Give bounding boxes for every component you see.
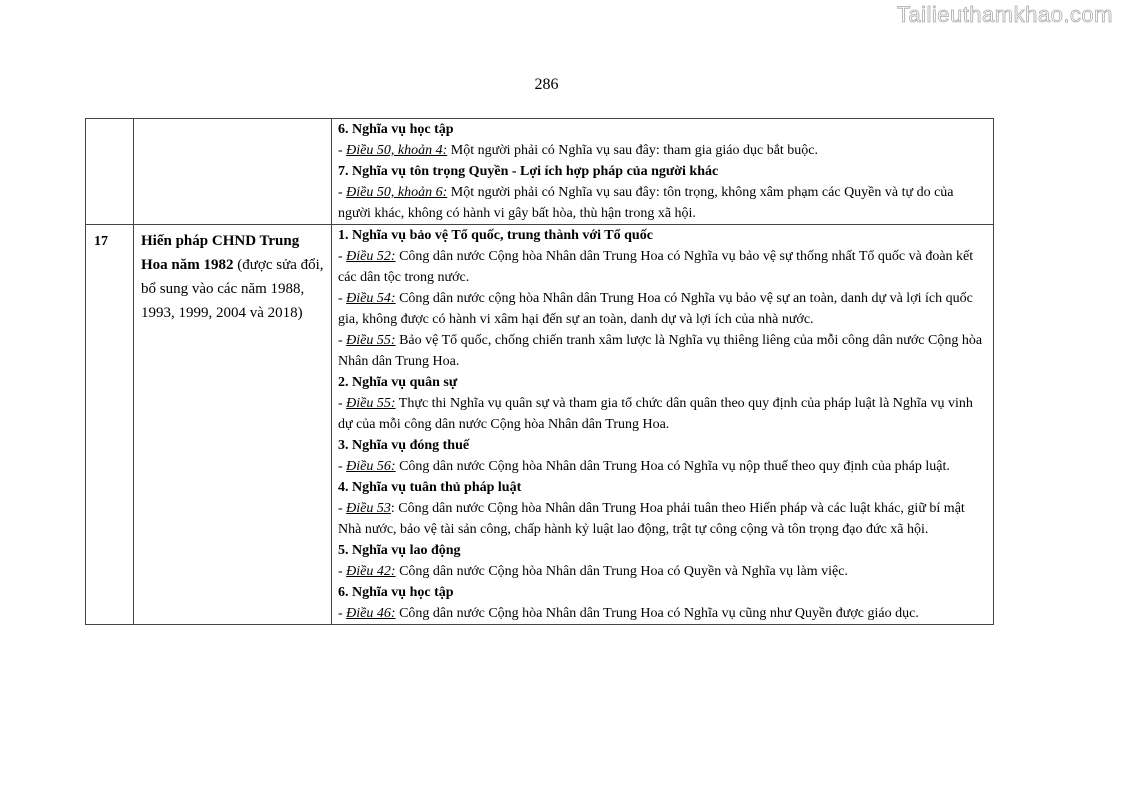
article-reference: Điều 52: <box>346 249 396 264</box>
article-entry: - Điều 55: Thực thi Nghĩa vụ quân sự và tham gia tổ chức dân quân theo quy định của pháp luật là Nghĩa vụ vinh dự của mỗi công dân nước Cộng hòa Nhân dân Trung Hoa. <box>338 396 973 432</box>
obligation-heading: 6. Nghĩa vụ học tập <box>338 122 454 137</box>
article-entry: - Điều 52: Công dân nước Cộng hòa Nhân dân Trung Hoa có Nghĩa vụ bảo vệ sự thống nhất Tổ quốc và đoàn kết các dân tộc trong nước. <box>338 249 974 285</box>
table-row <box>86 225 994 625</box>
article-text: Một người phải có Nghĩa vụ sau đây: tôn trọng, không xâm phạm các Quyền và tự do của người khác, không có hành vi gây bất hòa, thù hận trong xã hội. <box>338 185 954 221</box>
constitution-title: Hiến pháp CHND Trung Hoa năm 1982 <box>141 233 300 273</box>
table-row <box>86 119 994 225</box>
amendment-note: (được sửa đổi, bổ sung vào các năm 1988, 1993, 1999, 2004 và 2018) <box>141 257 324 321</box>
article-text: Công dân nước Cộng hòa Nhân dân Trung Hoa có Quyền và Nghĩa vụ làm việc. <box>395 564 848 579</box>
obligations-cell <box>332 225 994 625</box>
article-entry: - Điều 54: Công dân nước cộng hòa Nhân dân Trung Hoa có Nghĩa vụ bảo vệ sự an toàn, danh dự và lợi ích quốc gia, không được có hành vi xâm hại đến sự an toàn, danh dự và lợi ích của nhà nước. <box>338 291 973 327</box>
article-reference: Điều 56: <box>346 459 396 474</box>
article-reference: Điều 50, khoản 6: <box>346 185 448 200</box>
article-reference: Điều 46: <box>346 606 396 621</box>
obligation-heading: 1. Nghĩa vụ bảo vệ Tổ quốc, trung thành với Tổ quốc <box>338 228 653 243</box>
article-entry: - Điều 50, khoản 6: Một người phải có Nghĩa vụ sau đây: tôn trọng, không xâm phạm các Quyền và tự do của người khác, không có hành vi gây bất hòa, thù hận trong xã hội. <box>338 185 954 221</box>
page-number: 286 <box>534 76 559 93</box>
watermark: Tailieuthamkhao.com <box>896 2 1113 27</box>
constitution-name <box>134 119 332 225</box>
article-reference: Điều 55: <box>346 396 396 411</box>
article-entry: - Điều 46: Công dân nước Cộng hòa Nhân dân Trung Hoa có Nghĩa vụ cũng như Quyền được giáo dục. <box>338 606 919 621</box>
article-text: Công dân nước Cộng hòa Nhân dân Trung Hoa có Nghĩa vụ nộp thuế theo quy định của pháp luật. <box>395 459 950 474</box>
article-text: : Công dân nước Cộng hòa Nhân dân Trung Hoa phải tuân theo Hiến pháp và các luật khác, giữ bí mật Nhà nước, bảo vệ tài sản công, chấp hành kỷ luật lao động, trật tự công cộng và tôn trọng đạo đức xã hội. <box>338 501 965 537</box>
row-number <box>86 119 134 225</box>
article-entry: - Điều 42: Công dân nước Cộng hòa Nhân dân Trung Hoa có Quyền và Nghĩa vụ làm việc. <box>338 564 848 579</box>
row-number: 17 <box>86 225 134 625</box>
obligation-heading: 6. Nghĩa vụ học tập <box>338 585 454 600</box>
obligations-table <box>85 118 994 625</box>
article-reference: Điều 42: <box>346 564 396 579</box>
obligation-heading: 4. Nghĩa vụ tuân thủ pháp luật <box>338 480 522 495</box>
article-reference: Điều 54: <box>346 291 396 306</box>
article-text: Công dân nước Cộng hòa Nhân dân Trung Hoa có Nghĩa vụ cũng như Quyền được giáo dục. <box>395 606 919 621</box>
article-entry: - Điều 56: Công dân nước Cộng hòa Nhân dân Trung Hoa có Nghĩa vụ nộp thuế theo quy định của pháp luật. <box>338 459 950 474</box>
article-reference: Điều 50, khoản 4: <box>346 143 448 158</box>
obligation-heading: 2. Nghĩa vụ quân sự <box>338 375 458 390</box>
article-text: Công dân nước Cộng hòa Nhân dân Trung Hoa có Nghĩa vụ bảo vệ sự thống nhất Tổ quốc và đoàn kết các dân tộc trong nước. <box>338 249 974 285</box>
article-reference: Điều 55: <box>346 333 396 348</box>
article-text: Công dân nước cộng hòa Nhân dân Trung Hoa có Nghĩa vụ bảo vệ sự an toàn, danh dự và lợi ích quốc gia, không được có hành vi xâm hại đến sự an toàn, danh dự và lợi ích của nhà nước. <box>338 291 973 327</box>
article-entry: - Điều 50, khoản 4: Một người phải có Nghĩa vụ sau đây: tham gia giáo dục bắt buộc. <box>338 143 819 158</box>
obligations-cell <box>332 119 994 225</box>
article-entry: - Điều 55: Bảo vệ Tổ quốc, chống chiến tranh xâm lược là Nghĩa vụ thiêng liêng của mỗi công dân nước Cộng hòa Nhân dân Trung Hoa. <box>338 333 983 369</box>
article-text: Thực thi Nghĩa vụ quân sự và tham gia tổ chức dân quân theo quy định của pháp luật là Nghĩa vụ vinh dự của mỗi công dân nước Cộng hòa Nhân dân Trung Hoa. <box>338 396 973 432</box>
obligation-heading: 7. Nghĩa vụ tôn trọng Quyền - Lợi ích hợp pháp của người khác <box>338 164 719 179</box>
obligation-heading: 3. Nghĩa vụ đóng thuế <box>338 438 470 453</box>
obligation-heading: 5. Nghĩa vụ lao động <box>338 543 461 558</box>
article-text: Bảo vệ Tổ quốc, chống chiến tranh xâm lược là Nghĩa vụ thiêng liêng của mỗi công dân nước Cộng hòa Nhân dân Trung Hoa. <box>338 333 983 369</box>
article-text: Một người phải có Nghĩa vụ sau đây: tham gia giáo dục bắt buộc. <box>447 143 819 158</box>
constitution-name <box>134 225 332 625</box>
article-reference: Điều 53 <box>346 501 391 516</box>
article-entry: - Điều 53: Công dân nước Cộng hòa Nhân dân Trung Hoa phải tuân theo Hiến pháp và các luật khác, giữ bí mật Nhà nước, bảo vệ tài sản công, chấp hành kỷ luật lao động, trật tự công cộng và tôn trọng đạo đức xã hội. <box>338 501 965 537</box>
